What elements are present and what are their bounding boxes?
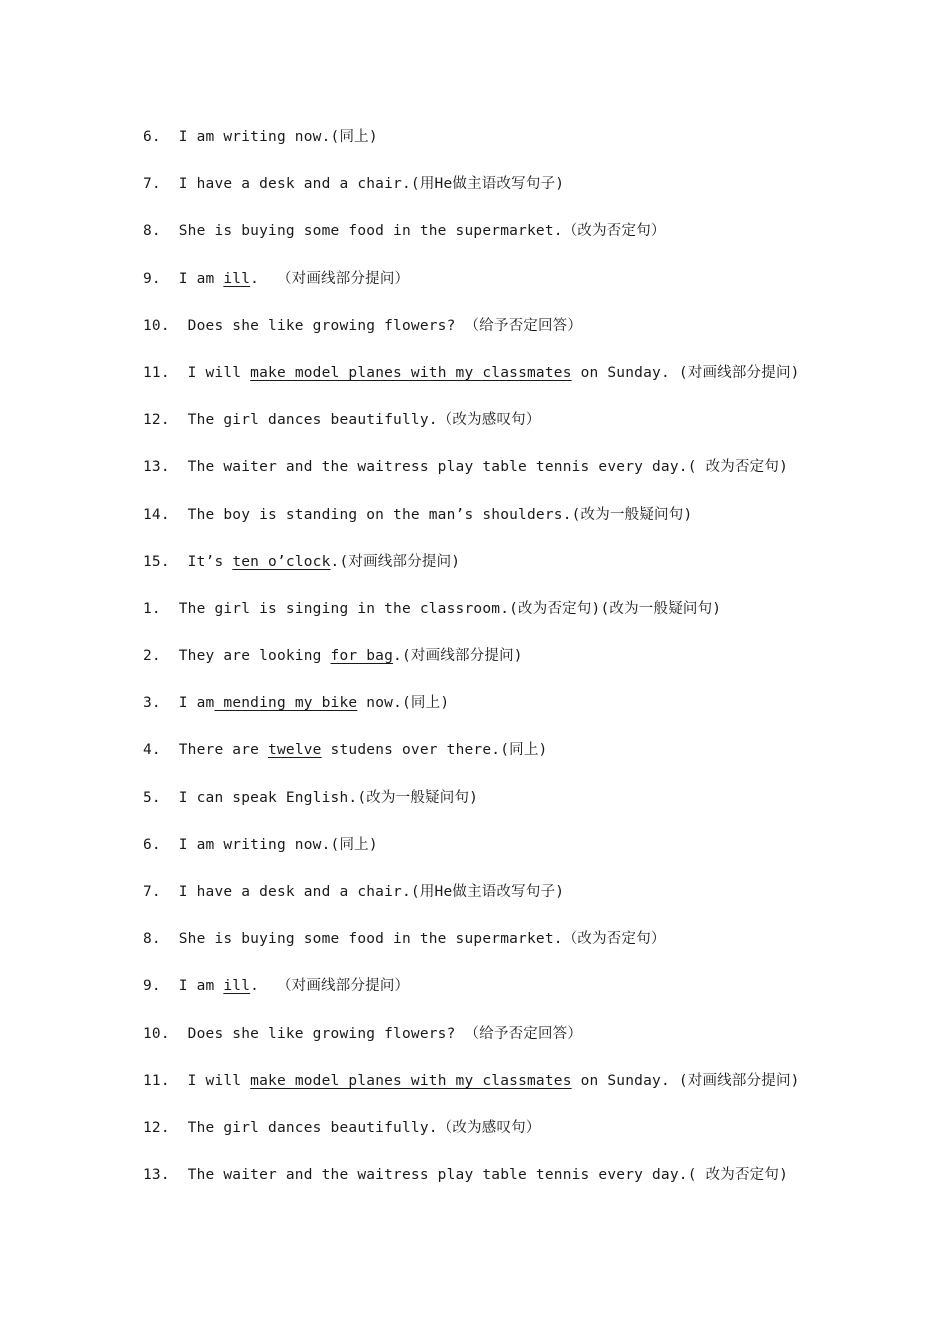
exercise-line	[143, 974, 903, 1021]
exercise-text: 10. Does she like growing flowers? （给予否定回答）	[143, 317, 583, 334]
exercise-line	[143, 1022, 903, 1069]
exercise-text: .(对画线部分提问)	[393, 648, 523, 665]
underlined-text: ten o’clock	[232, 553, 331, 570]
exercise-text: 10. Does she like growing flowers? （给予否定回答）	[143, 1025, 583, 1042]
underlined-text: make model planes with my classmates	[250, 364, 572, 381]
exercise-text: 13. The waiter and the waitress play table tennis every day.( 改为否定句)	[143, 459, 789, 476]
exercise-text: . （对画线部分提问）	[250, 978, 410, 995]
exercise-line	[143, 550, 903, 597]
exercise-text: 1. The girl is singing in the classroom.(改为否定句)(改为一般疑问句)	[143, 600, 722, 617]
exercise-text: 5. I can speak English.(改为一般疑问句)	[143, 789, 479, 806]
exercise-text: 3. I am	[143, 695, 215, 712]
exercise-text: 4. There are	[143, 742, 269, 759]
underlined-text: twelve	[268, 742, 322, 759]
exercise-text: 2. They are looking	[143, 648, 331, 665]
exercise-line	[143, 455, 903, 502]
exercise-text: 9. I am	[143, 978, 224, 995]
underlined-text: ill	[223, 270, 251, 287]
exercise-text: 9. I am	[143, 270, 224, 287]
exercise-line	[143, 880, 903, 927]
exercise-line	[143, 786, 903, 833]
underlined-text: ill	[223, 978, 251, 995]
exercise-line	[143, 833, 903, 880]
exercise-line	[143, 1069, 903, 1116]
exercise-text: 7. I have a desk and a chair.(用He做主语改写句子)	[143, 176, 565, 193]
exercise-line	[143, 172, 903, 219]
exercise-line	[143, 597, 903, 644]
exercise-line	[143, 644, 903, 691]
exercise-line	[143, 738, 903, 785]
exercise-line	[143, 314, 903, 361]
underlined-text: mending my bike	[214, 695, 358, 712]
exercise-text: 11. I will	[143, 364, 251, 381]
exercise-line	[143, 927, 903, 974]
exercise-line	[143, 267, 903, 314]
underlined-text: make model planes with my classmates	[250, 1072, 572, 1089]
exercise-text: 13. The waiter and the waitress play table tennis every day.( 改为否定句)	[143, 1167, 789, 1184]
exercise-text: 7. I have a desk and a chair.(用He做主语改写句子)	[143, 884, 565, 900]
exercise-text: on Sunday. (对画线部分提问)	[571, 364, 800, 381]
exercise-list	[143, 125, 903, 1210]
exercise-line	[143, 219, 903, 266]
exercise-text: 11. I will	[143, 1072, 251, 1089]
exercise-line	[143, 1116, 903, 1163]
exercise-line	[143, 691, 903, 738]
exercise-text: 6. I am writing now.(同上)	[143, 836, 378, 853]
exercise-text: now.(同上)	[357, 695, 450, 712]
exercise-text: 8. She is buying some food in the supermarket.（改为否定句）	[143, 223, 666, 240]
exercise-text: 8. She is buying some food in the supermarket.（改为否定句）	[143, 931, 666, 948]
exercise-text: 14. The boy is standing on the man’s shoulders.(改为一般疑问句)	[143, 506, 693, 523]
exercise-text: .(对画线部分提问)	[330, 553, 461, 570]
exercise-line	[143, 361, 903, 408]
exercise-text: 6. I am writing now.(同上)	[143, 129, 378, 145]
exercise-text: . （对画线部分提问）	[250, 270, 410, 287]
exercise-line	[143, 503, 903, 550]
exercise-text: on Sunday. (对画线部分提问)	[571, 1072, 800, 1089]
exercise-text: 12. The girl dances beautifully.（改为感叹句）	[143, 412, 541, 429]
exercise-line	[143, 125, 903, 172]
exercise-text: 12. The girl dances beautifully.（改为感叹句）	[143, 1119, 541, 1136]
exercise-line	[143, 1163, 903, 1210]
exercise-text: 15. It’s	[143, 553, 233, 570]
exercise-text: studens over there.(同上)	[321, 742, 548, 759]
exercise-line	[143, 408, 903, 455]
underlined-text: for bag	[330, 648, 394, 665]
